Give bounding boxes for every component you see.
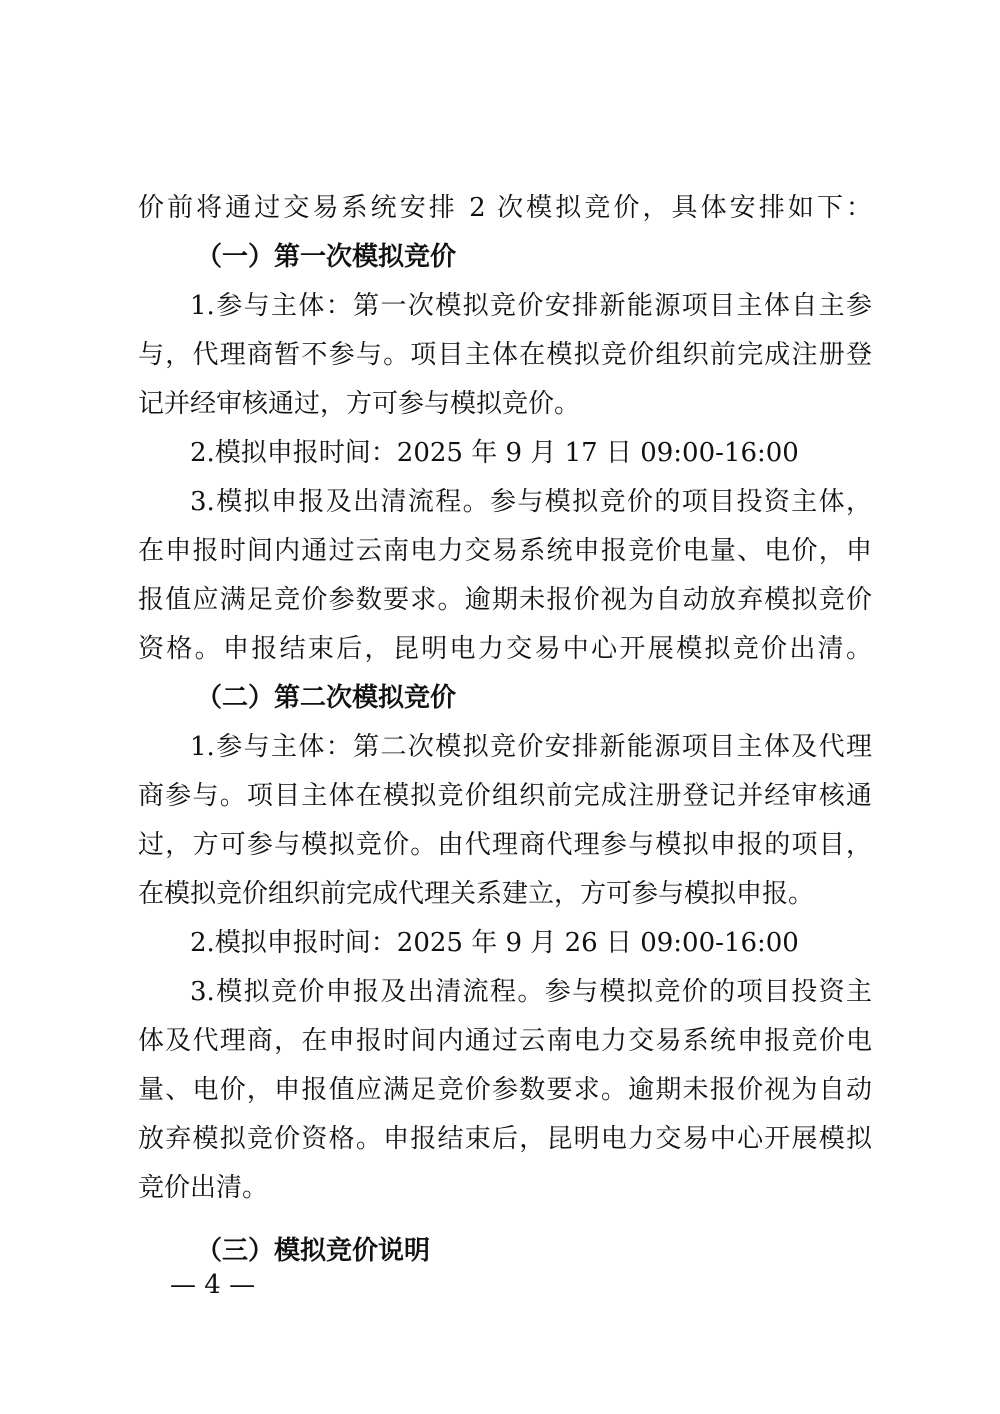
s2-participants-line-1: 1.参与主体：第二次模拟竞价安排新能源项目主体及代理: [190, 732, 872, 762]
s2-process-line-3: 量、电价，申报值应满足竞价参数要求。逾期未报价视为自动: [138, 1075, 872, 1105]
s2-participants-line-3: 过，方可参与模拟竞价。由代理商代理参与模拟申报的项目，: [138, 830, 872, 860]
s1-participants-line-1: 1.参与主体：第一次模拟竞价安排新能源项目主体自主参: [190, 291, 872, 321]
s1-process-line-2: 在申报时间内通过云南电力交易系统申报竞价电量、电价，申: [138, 536, 872, 566]
s1-participants-line-2: 与，代理商暂不参与。项目主体在模拟竞价组织前完成注册登: [138, 340, 872, 370]
s2-participants-line-4: 在模拟竞价组织前完成代理关系建立，方可参与模拟申报。: [138, 879, 815, 909]
s2-participants-line-2: 商参与。项目主体在模拟竞价组织前完成注册登记并经审核通: [138, 781, 872, 811]
s1-process-line-3: 报值应满足竞价参数要求。逾期未报价视为自动放弃模拟竞价: [138, 585, 872, 615]
s1-participants-line-3: 记并经审核通过，方可参与模拟竞价。: [138, 389, 581, 419]
intro-line: 价前将通过交易系统安排 2 次模拟竞价，具体安排如下：: [138, 193, 872, 223]
document-body: [138, 184, 872, 1276]
page-number: — 4 —: [170, 1270, 256, 1300]
section-1-heading: （一）第一次模拟竞价: [196, 242, 457, 272]
s2-declaration-time: 2.模拟申报时间：2025 年 9 月 26 日 09:00-16:00: [190, 928, 799, 958]
s1-process-line-1: 3.模拟申报及出清流程。参与模拟竞价的项目投资主体，: [190, 487, 872, 517]
s2-process-line-2: 体及代理商，在申报时间内通过云南电力交易系统申报竞价电: [138, 1026, 872, 1056]
s2-process-line-1: 3.模拟竞价申报及出清流程。参与模拟竞价的项目投资主: [190, 977, 872, 1007]
s1-declaration-time: 2.模拟申报时间：2025 年 9 月 17 日 09:00-16:00: [190, 438, 799, 468]
section-2-heading: （二）第二次模拟竞价: [196, 683, 457, 713]
s1-process-line-4: 资格。申报结束后，昆明电力交易中心开展模拟竞价出清。: [138, 634, 872, 664]
section-3-heading: （三）模拟竞价说明: [196, 1236, 431, 1266]
s2-process-line-4: 放弃模拟竞价资格。申报结束后，昆明电力交易中心开展模拟: [138, 1124, 872, 1154]
s2-process-line-5: 竞价出清。: [138, 1173, 269, 1203]
section-spacer: [138, 1213, 872, 1227]
